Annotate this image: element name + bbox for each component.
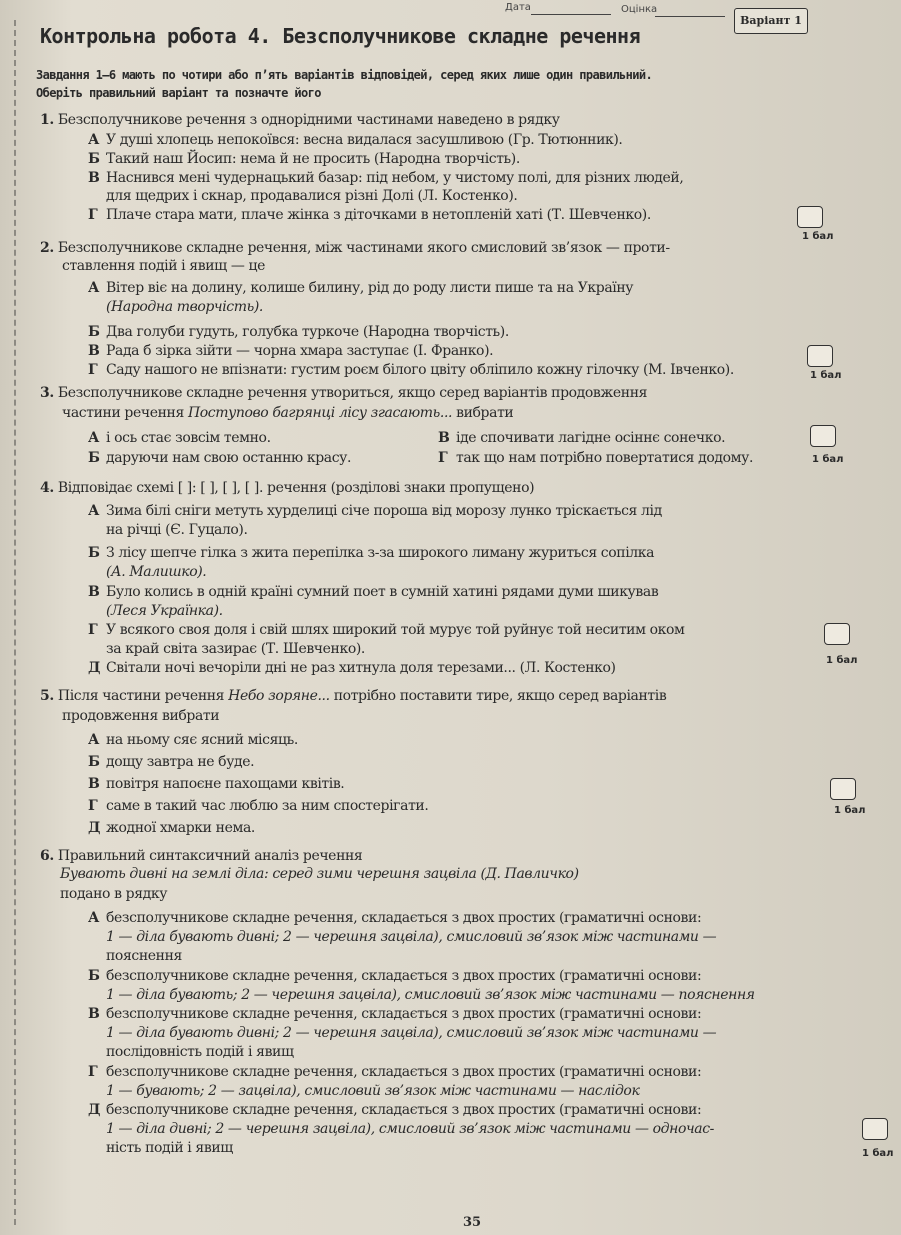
q6-option-e[interactable]: Д безсполучникове складне речення, складається з двох простих (граматичні основи:	[88, 1102, 702, 1118]
q3-points: 1 бал	[812, 454, 844, 465]
q6-option-e-cont: 1 — діла дивні; 2 — черешня зацвіла), смисловий зв’язок між частинами — одночас-	[106, 1121, 714, 1137]
q6-option-b-cont: 1 — діла бувають; 2 — черешня зацвіла), смисловий зв’язок між частинами — пояснення	[106, 987, 755, 1003]
q4-option-a-cont: на річці (Є. Гуцало).	[106, 522, 248, 538]
q4-option-a[interactable]: А Зима білі сніги метуть хурделиці січе пороша від морозу лунко тріскається лід	[88, 503, 662, 519]
q4-option-d[interactable]: Г У всякого своя доля і свій шлях широкий той мурує той руйнує той неситим оком	[88, 622, 685, 638]
question-6-cont: подано в рядку	[60, 886, 168, 902]
q2-option-a[interactable]: А Вітер віє на долину, колише билину, рід до роду листи пише та на Україну	[88, 280, 634, 296]
q6-points: 1 бал	[862, 1148, 894, 1159]
q6-option-d[interactable]: Г безсполучникове складне речення, складається з двох простих (граматичні основи:	[88, 1064, 702, 1080]
q2-option-a-cont: (Народна творчість).	[106, 299, 263, 315]
q5-option-c[interactable]: В повітря напоєне пахощами квітів.	[88, 776, 345, 792]
question-1: 1. Безсполучникове речення з однорідними частинами наведено в рядку	[40, 112, 560, 128]
q3-option-d[interactable]: Г так що нам потрібно повертатися додому.	[438, 450, 754, 466]
q4-answer-box[interactable]	[824, 623, 850, 645]
q6-option-c-cont: 1 — діла бувають дивні; 2 — черешня зацвіла), смисловий зв’язок між частинами —	[106, 1025, 717, 1041]
question-2: 2. Безсполучникове складне речення, між частинами якого смисловий зв’язок — проти-	[40, 240, 670, 256]
question-4: 4. Відповідає схемі [ ]: [ ], [ ], [ ]. речення (розділові знаки пропущено)	[40, 480, 535, 496]
q2-option-c[interactable]: В Рада б зірка зійти — чорна хмара заступає (І. Франко).	[88, 343, 494, 359]
question-6-sentence: Бувають дивні на землі діла: серед зими черешня зацвіла (Д. Павличко)	[60, 866, 579, 882]
question-6: 6. Правильний синтаксичний аналіз речення	[40, 848, 363, 864]
q6-option-e-cont2: ність подій і явищ	[106, 1140, 233, 1156]
q2-answer-box[interactable]	[807, 345, 833, 367]
q4-option-b-cont: (А. Малишко).	[106, 564, 207, 580]
q4-option-e[interactable]: Д Світали ночі вечоріли дні не раз хитнула доля терезами... (Л. Костенко)	[88, 660, 616, 676]
q1-option-b[interactable]: Б Такий наш Йосип: нема й не просить (Народна творчість).	[88, 151, 520, 167]
q5-answer-box[interactable]	[830, 778, 856, 800]
q5-option-e[interactable]: Д жодної хмарки нема.	[88, 820, 255, 836]
grade-field[interactable]	[655, 16, 725, 17]
grade-label: Оцінка	[621, 4, 658, 15]
q4-option-b[interactable]: Б З лісу шепче гілка з жита перепілка з-за широкого лиману журиться сопілка	[88, 545, 655, 561]
question-2-cont: ставлення подій і явищ — це	[62, 258, 265, 274]
q6-option-d-cont: 1 — бувають; 2 — зацвіла), смисловий зв’язок між частинами — наслідок	[106, 1083, 640, 1099]
q3-option-b[interactable]: Б даруючи нам свою останню красу.	[88, 450, 352, 466]
q1-answer-box[interactable]	[797, 206, 823, 228]
q5-option-b[interactable]: Б дощу завтра не буде.	[88, 754, 255, 770]
question-5-cont: продовження вибрати	[62, 708, 220, 724]
q5-option-a[interactable]: А на ньому сяє ясний місяць.	[88, 732, 298, 748]
q1-option-a[interactable]: А У душі хлопець непокоївся: весна видалася засушливою (Гр. Тютюнник).	[88, 132, 623, 148]
variant-badge: Варіант 1	[734, 8, 808, 34]
q4-option-c-cont: (Леся Українка).	[106, 603, 223, 619]
instructions-line-2: Оберіть правильний варіант та позначте його	[36, 86, 321, 100]
q3-option-a[interactable]: А і ось стає зовсім темно.	[88, 430, 271, 446]
question-3-cont: частини речення Поступово багрянці лісу згасають... вибрати	[62, 405, 514, 421]
date-label: Дата	[505, 2, 531, 13]
page-number: 35	[463, 1215, 482, 1230]
q1-option-c[interactable]: В Наснився мені чудернацький базар: під небом, у чистому полі, для різних людей,	[88, 170, 684, 186]
q3-answer-box[interactable]	[810, 425, 836, 447]
page-title: Контрольна робота 4. Безсполучникове складне речення	[40, 24, 641, 48]
q4-option-d-cont: за край світа зазирає (Т. Шевченко).	[106, 641, 365, 657]
q6-option-c[interactable]: В безсполучникове складне речення, складається з двох простих (граматичні основи:	[88, 1006, 702, 1022]
q1-option-d[interactable]: Г Плаче стара мати, плаче жінка з діточками в нетопленій хаті (Т. Шевченко).	[88, 207, 651, 223]
q5-points: 1 бал	[834, 805, 866, 816]
q4-points: 1 бал	[826, 655, 858, 666]
binding-perforation	[14, 20, 16, 1225]
q6-option-a-cont: 1 — діла бувають дивні; 2 — черешня зацвіла), смисловий зв’язок між частинами —	[106, 929, 717, 945]
q5-option-d[interactable]: Г саме в такий час люблю за ним спостерігати.	[88, 798, 429, 814]
date-field[interactable]	[531, 14, 611, 15]
q6-option-b[interactable]: Б безсполучникове складне речення, складається з двох простих (граматичні основи:	[88, 968, 702, 984]
q6-option-a[interactable]: А безсполучникове складне речення, складається з двох простих (граматичні основи:	[88, 910, 702, 926]
question-5: 5. Після частини речення Небо зоряне... потрібно поставити тире, якщо серед варіантів	[40, 688, 667, 704]
q2-option-d[interactable]: Г Саду нашого не впізнати: густим роєм білого цвіту обліпило кожну гілочку (М. Івченко).	[88, 362, 734, 378]
instructions-line-1: Завдання 1–6 мають по чотири або п’ять варіантів відповідей, серед яких лише один правильний.	[36, 68, 653, 82]
q2-option-b[interactable]: Б Два голуби гудуть, голубка туркоче (Народна творчість).	[88, 324, 509, 340]
q1-points: 1 бал	[802, 231, 834, 242]
q2-points: 1 бал	[810, 370, 842, 381]
q6-answer-box[interactable]	[862, 1118, 888, 1140]
q1-option-c-cont: для щедрих і скнар, продавалися різні Долі (Л. Костенко).	[106, 188, 518, 204]
q3-option-c[interactable]: В іде спочивати лагідне осіннє сонечко.	[438, 430, 726, 446]
q4-option-c[interactable]: В Було колись в одній країні сумний поет в сумній хатині рядами думи шикував	[88, 584, 659, 600]
question-3: 3. Безсполучникове складне речення утвориться, якщо серед варіантів продовження	[40, 385, 648, 401]
q6-option-c-cont2: послідовність подій і явищ	[106, 1044, 294, 1060]
q6-option-a-cont2: пояснення	[106, 948, 182, 964]
